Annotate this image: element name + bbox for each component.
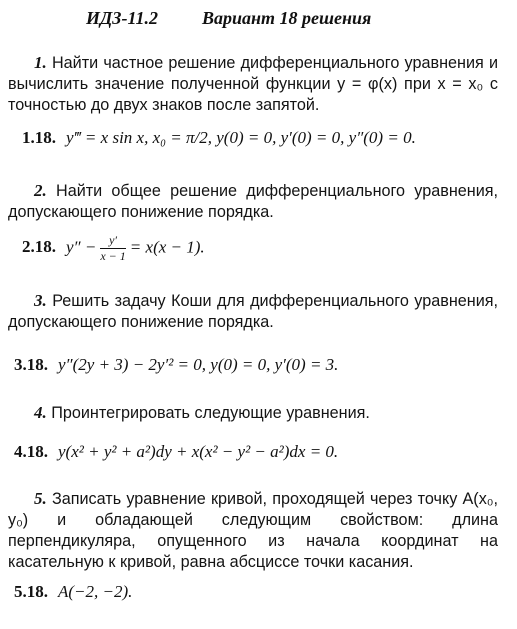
task-4-statement: [8, 402, 498, 424]
task-5-label: 5.18.: [14, 582, 48, 601]
task-1-statement: [8, 52, 498, 116]
task-2-equation-rhs: = x(x − 1).: [129, 237, 205, 257]
task-3-statement: [8, 290, 498, 333]
task-5-statement: [8, 488, 498, 573]
task-2-number: 2.: [34, 181, 47, 200]
variant-title: Вариант 18 решения: [201, 8, 372, 28]
task-5-number: 5.: [34, 489, 47, 508]
task-4-equation: y(x² + y² + a²)dy + x(x² − y² − a²)dx = 0.: [58, 442, 339, 461]
task-5-text: Записать уравнение кривой, проходящей через точку A(x₀, y₀) и обладающей следующим свойством: длина перпендикуляра, опущенного из начала координат на касательную к кривой, равна абсциссе точки касания.: [8, 490, 499, 571]
task-2-text: Найти общее решение дифференциального уравнения, допускающего понижение порядка.: [8, 182, 499, 221]
task-3-text: Решить задачу Коши для дифференциального уравнения, допускающего понижение порядка.: [8, 292, 499, 331]
task-4-text: Проинтегрировать следующие уравнения.: [51, 404, 370, 422]
task-5-equation: A(−2, −2).: [58, 582, 133, 601]
task-3-label: 3.18.: [14, 355, 48, 374]
task-1-text: Найти частное решение дифференциального уравнения и вычислить значение полученной функции y = φ(x) при x = x₀ с точностью до двух знаков после запятой.: [8, 54, 498, 114]
task-5-equation-line: [14, 582, 132, 602]
task-1-equation: y‴ = x sin x, x₀ = π/2, y(0) = 0, y′(0) = 0, y″(0) = 0.: [66, 128, 416, 147]
page-header: [86, 8, 371, 29]
task-2-equation-lhs: y″ −: [66, 237, 97, 257]
document-title: ИДЗ-11.2: [86, 8, 158, 28]
task-1-equation-line: [22, 128, 416, 148]
task-3-number: 3.: [34, 291, 47, 310]
task-2-fraction: [100, 234, 125, 263]
task-2-equation-line: [22, 234, 205, 263]
task-3-equation-line: [14, 355, 338, 375]
task-1-label: 1.18.: [22, 128, 56, 147]
task-1-number: 1.: [34, 53, 47, 72]
task-2-statement: [8, 180, 498, 223]
task-4-label: 4.18.: [14, 442, 48, 461]
task-2-label: 2.18.: [22, 237, 56, 257]
task-4-equation-line: [14, 442, 338, 462]
task-2-fraction-numerator: y′: [100, 234, 125, 249]
task-2-fraction-denominator: x − 1: [100, 249, 126, 263]
task-4-number: 4.: [34, 403, 47, 422]
task-3-equation: y″(2y + 3) − 2y′² = 0, y(0) = 0, y′(0) = 3.: [58, 355, 339, 374]
